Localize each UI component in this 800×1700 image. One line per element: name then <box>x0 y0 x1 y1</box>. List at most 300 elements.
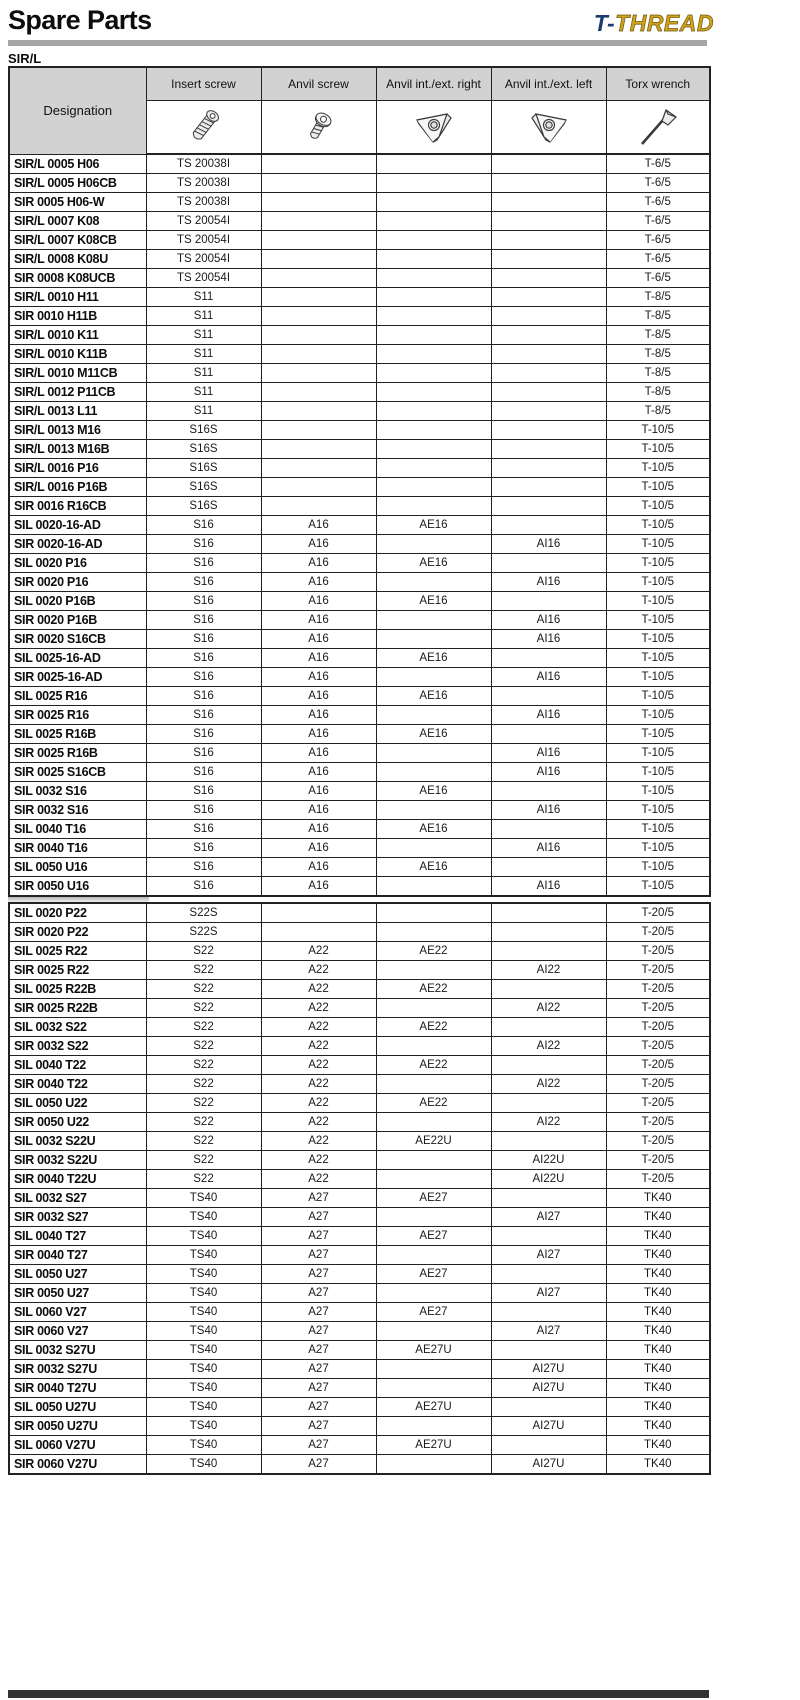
value-cell <box>376 1075 491 1094</box>
logo-name: THREAD <box>615 10 714 36</box>
table-row <box>9 725 710 744</box>
page-header <box>0 0 714 66</box>
value-cell: A27 <box>261 1303 376 1322</box>
value-cell: A22 <box>261 1113 376 1132</box>
value-cell: TK40 <box>606 1379 710 1398</box>
value-cell: AI27 <box>491 1208 606 1227</box>
value-cell <box>376 269 491 288</box>
value-cell <box>376 763 491 782</box>
table-row <box>9 1113 710 1132</box>
value-cell: TK40 <box>606 1398 710 1417</box>
designation-cell: SIL 0025-16-AD <box>9 649 146 668</box>
table-row <box>9 649 710 668</box>
table-row <box>9 839 710 858</box>
t-thread-logo <box>594 10 714 37</box>
value-cell: AE22 <box>376 1094 491 1113</box>
value-cell: T-6/5 <box>606 269 710 288</box>
value-cell <box>491 174 606 193</box>
column-header-anvil-screw: Anvil screw <box>261 67 376 101</box>
value-cell: S16S <box>146 497 261 516</box>
value-cell: AI22 <box>491 1113 606 1132</box>
value-cell: T-20/5 <box>606 1113 710 1132</box>
designation-cell: SIR 0025 R16B <box>9 744 146 763</box>
value-cell: TK40 <box>606 1455 710 1475</box>
value-cell: T-10/5 <box>606 535 710 554</box>
table-row <box>9 1398 710 1417</box>
value-cell <box>491 649 606 668</box>
value-cell <box>261 250 376 269</box>
value-cell: AE16 <box>376 554 491 573</box>
value-cell: AE16 <box>376 782 491 801</box>
value-cell: AI16 <box>491 877 606 897</box>
value-cell: AI22 <box>491 1037 606 1056</box>
value-cell: T-10/5 <box>606 554 710 573</box>
designation-cell: SIR 0020 P22 <box>9 923 146 942</box>
value-cell: A16 <box>261 820 376 839</box>
value-cell: AI27U <box>491 1379 606 1398</box>
value-cell: TK40 <box>606 1284 710 1303</box>
value-cell <box>376 174 491 193</box>
designation-cell: SIR 0025 R22B <box>9 999 146 1018</box>
value-cell: S11 <box>146 402 261 421</box>
value-cell: A22 <box>261 980 376 999</box>
value-cell: AI16 <box>491 573 606 592</box>
value-cell: TK40 <box>606 1322 710 1341</box>
value-cell: T-10/5 <box>606 744 710 763</box>
designation-cell: SIL 0040 T22 <box>9 1056 146 1075</box>
value-cell <box>491 592 606 611</box>
value-cell: T-10/5 <box>606 706 710 725</box>
value-cell: AI16 <box>491 839 606 858</box>
table-row <box>9 440 710 459</box>
table-row <box>9 782 710 801</box>
table-row <box>9 1075 710 1094</box>
designation-cell: SIR/L 0010 K11 <box>9 326 146 345</box>
designation-cell: SIL 0032 S27 <box>9 1189 146 1208</box>
table-row <box>9 1189 710 1208</box>
value-cell: S22 <box>146 1151 261 1170</box>
table-row <box>9 459 710 478</box>
value-cell <box>491 1056 606 1075</box>
logo-prefix: T- <box>593 10 616 36</box>
value-cell: T-20/5 <box>606 1132 710 1151</box>
designation-cell: SIL 0020 P16 <box>9 554 146 573</box>
designation-cell: SIR 0016 R16CB <box>9 497 146 516</box>
value-cell: TK40 <box>606 1208 710 1227</box>
value-cell <box>376 326 491 345</box>
value-cell: S16 <box>146 744 261 763</box>
table-row <box>9 1360 710 1379</box>
value-cell: AI16 <box>491 668 606 687</box>
value-cell: TS40 <box>146 1436 261 1455</box>
value-cell <box>376 1113 491 1132</box>
value-cell: S16 <box>146 782 261 801</box>
value-cell: T-10/5 <box>606 763 710 782</box>
value-cell: S22 <box>146 1113 261 1132</box>
value-cell: T-20/5 <box>606 1056 710 1075</box>
table-row <box>9 1170 710 1189</box>
value-cell: TS40 <box>146 1417 261 1436</box>
designation-cell: SIR 0050 U22 <box>9 1113 146 1132</box>
table-row <box>9 1246 710 1265</box>
designation-cell: SIR 0040 T22 <box>9 1075 146 1094</box>
designation-cell: SIR 0040 T16 <box>9 839 146 858</box>
table-row <box>9 706 710 725</box>
value-cell <box>261 269 376 288</box>
value-cell <box>376 1208 491 1227</box>
value-cell: AE22 <box>376 980 491 999</box>
value-cell <box>376 231 491 250</box>
value-cell: S16 <box>146 877 261 897</box>
value-cell: A22 <box>261 1170 376 1189</box>
value-cell: AI22U <box>491 1170 606 1189</box>
value-cell: AE16 <box>376 687 491 706</box>
value-cell: AE16 <box>376 820 491 839</box>
value-cell: A16 <box>261 744 376 763</box>
value-cell: S22 <box>146 1056 261 1075</box>
table-row <box>9 1056 710 1075</box>
value-cell: T-20/5 <box>606 1075 710 1094</box>
table-row <box>9 535 710 554</box>
table-row <box>9 1417 710 1436</box>
value-cell: S16 <box>146 725 261 744</box>
table-row <box>9 212 710 231</box>
value-cell: T-20/5 <box>606 1018 710 1037</box>
designation-cell: SIL 0050 U27U <box>9 1398 146 1417</box>
value-cell: AE16 <box>376 725 491 744</box>
value-cell: TS40 <box>146 1265 261 1284</box>
value-cell <box>376 744 491 763</box>
designation-cell: SIR/L 0007 K08CB <box>9 231 146 250</box>
value-cell <box>491 1398 606 1417</box>
value-cell: S22 <box>146 980 261 999</box>
table-row <box>9 193 710 212</box>
value-cell <box>491 383 606 402</box>
value-cell <box>261 307 376 326</box>
value-cell <box>376 1379 491 1398</box>
value-cell <box>376 1322 491 1341</box>
value-cell: A22 <box>261 999 376 1018</box>
table-body-block2 <box>9 903 710 1474</box>
value-cell: AI22 <box>491 1075 606 1094</box>
value-cell <box>376 1151 491 1170</box>
designation-cell: SIR 0008 K08UCB <box>9 269 146 288</box>
page-subtitle: SIR/L <box>8 51 42 66</box>
value-cell: T-6/5 <box>606 174 710 193</box>
value-cell <box>376 307 491 326</box>
value-cell <box>491 478 606 497</box>
value-cell: AI16 <box>491 611 606 630</box>
designation-cell: SIR/L 0005 H06 <box>9 154 146 174</box>
value-cell <box>376 402 491 421</box>
value-cell <box>376 877 491 897</box>
value-cell: A27 <box>261 1284 376 1303</box>
value-cell: T-10/5 <box>606 877 710 897</box>
designation-cell: SIR 0050 U27U <box>9 1417 146 1436</box>
designation-cell: SIR/L 0010 K11B <box>9 345 146 364</box>
value-cell <box>491 687 606 706</box>
designation-cell: SIR/L 0013 L11 <box>9 402 146 421</box>
value-cell: TS40 <box>146 1398 261 1417</box>
torx-wrench-icon-cell <box>606 101 710 155</box>
value-cell <box>376 961 491 980</box>
value-cell: A22 <box>261 1075 376 1094</box>
page-title: Spare Parts <box>8 5 152 35</box>
value-cell: TK40 <box>606 1265 710 1284</box>
value-cell <box>376 1246 491 1265</box>
value-cell: A22 <box>261 1094 376 1113</box>
anvil-int-ext-right-icon <box>409 106 459 148</box>
value-cell: T-10/5 <box>606 820 710 839</box>
designation-cell: SIL 0032 S16 <box>9 782 146 801</box>
value-cell <box>491 497 606 516</box>
designation-cell: SIL 0020 P22 <box>9 903 146 923</box>
value-cell: T-6/5 <box>606 212 710 231</box>
value-cell: A16 <box>261 554 376 573</box>
value-cell <box>491 250 606 269</box>
value-cell: T-20/5 <box>606 903 710 923</box>
value-cell: AI27U <box>491 1360 606 1379</box>
table-row <box>9 326 710 345</box>
value-cell: T-10/5 <box>606 839 710 858</box>
table-row <box>9 999 710 1018</box>
value-cell: S22 <box>146 1075 261 1094</box>
designation-cell: SIR/L 0010 M11CB <box>9 364 146 383</box>
value-cell <box>376 923 491 942</box>
value-cell: A16 <box>261 668 376 687</box>
value-cell: A27 <box>261 1189 376 1208</box>
value-cell <box>261 288 376 307</box>
value-cell: TS 20038I <box>146 193 261 212</box>
value-cell: A16 <box>261 687 376 706</box>
value-cell <box>376 706 491 725</box>
value-cell: T-20/5 <box>606 980 710 999</box>
value-cell: AI27 <box>491 1246 606 1265</box>
value-cell: T-8/5 <box>606 326 710 345</box>
value-cell <box>376 573 491 592</box>
designation-cell: SIR/L 0013 M16B <box>9 440 146 459</box>
value-cell: A27 <box>261 1398 376 1417</box>
value-cell <box>376 1037 491 1056</box>
value-cell: A22 <box>261 1037 376 1056</box>
value-cell: S16 <box>146 554 261 573</box>
value-cell: T-10/5 <box>606 725 710 744</box>
value-cell: A16 <box>261 782 376 801</box>
value-cell <box>376 154 491 174</box>
table-row <box>9 611 710 630</box>
value-cell: AE27U <box>376 1341 491 1360</box>
value-cell: TS 20038I <box>146 174 261 193</box>
designation-cell: SIR 0040 T27 <box>9 1246 146 1265</box>
value-cell: S16 <box>146 763 261 782</box>
designation-cell: SIR 0050 U16 <box>9 877 146 897</box>
value-cell <box>491 154 606 174</box>
table-row <box>9 231 710 250</box>
value-cell <box>491 782 606 801</box>
designation-cell: SIR 0032 S22U <box>9 1151 146 1170</box>
value-cell: A22 <box>261 1018 376 1037</box>
table-row <box>9 1436 710 1455</box>
value-cell <box>491 1018 606 1037</box>
value-cell: AI27U <box>491 1455 606 1475</box>
designation-cell: SIR 0020 P16B <box>9 611 146 630</box>
designation-cell: SIL 0050 U16 <box>9 858 146 877</box>
designation-cell: SIR/L 0005 H06CB <box>9 174 146 193</box>
designation-cell: SIR 0020 P16 <box>9 573 146 592</box>
value-cell: TK40 <box>606 1246 710 1265</box>
table-row <box>9 516 710 535</box>
value-cell <box>491 212 606 231</box>
value-cell <box>376 999 491 1018</box>
value-cell: A16 <box>261 858 376 877</box>
value-cell: S16 <box>146 630 261 649</box>
anvil-int-ext-right-icon-cell <box>376 101 491 155</box>
designation-cell: SIL 0020-16-AD <box>9 516 146 535</box>
value-cell: TS 20038I <box>146 154 261 174</box>
value-cell: AE27 <box>376 1227 491 1246</box>
designation-cell: SIR 0025-16-AD <box>9 668 146 687</box>
value-cell: S22 <box>146 961 261 980</box>
value-cell: TS40 <box>146 1246 261 1265</box>
designation-cell: SIR 0032 S27 <box>9 1208 146 1227</box>
table-row <box>9 1094 710 1113</box>
value-cell: TS40 <box>146 1227 261 1246</box>
designation-cell: SIR/L 0013 M16 <box>9 421 146 440</box>
value-cell: T-10/5 <box>606 497 710 516</box>
designation-cell: SIL 0050 U27 <box>9 1265 146 1284</box>
designation-cell: SIL 0060 V27 <box>9 1303 146 1322</box>
designation-cell: SIL 0040 T27 <box>9 1227 146 1246</box>
table-row <box>9 154 710 174</box>
designation-cell: SIR 0060 V27U <box>9 1455 146 1475</box>
designation-cell: SIL 0025 R22B <box>9 980 146 999</box>
value-cell: T-10/5 <box>606 668 710 687</box>
value-cell <box>491 820 606 839</box>
value-cell: A16 <box>261 839 376 858</box>
value-cell: AE16 <box>376 592 491 611</box>
column-header-insert-screw: Insert screw <box>146 67 261 101</box>
value-cell: A22 <box>261 1056 376 1075</box>
value-cell: S22 <box>146 1094 261 1113</box>
value-cell: AI22 <box>491 961 606 980</box>
page-footer-bar <box>8 1690 709 1698</box>
table-row <box>9 763 710 782</box>
designation-cell: SIR/L 0016 P16B <box>9 478 146 497</box>
value-cell: AE16 <box>376 516 491 535</box>
value-cell: S16 <box>146 706 261 725</box>
table-row <box>9 402 710 421</box>
value-cell: S16 <box>146 820 261 839</box>
designation-cell: SIR/L 0007 K08 <box>9 212 146 231</box>
value-cell: A16 <box>261 535 376 554</box>
value-cell: S16 <box>146 801 261 820</box>
value-cell: A27 <box>261 1322 376 1341</box>
value-cell <box>491 364 606 383</box>
designation-cell: SIR/L 0012 P11CB <box>9 383 146 402</box>
value-cell: AE27 <box>376 1265 491 1284</box>
value-cell: S22S <box>146 903 261 923</box>
value-cell <box>376 459 491 478</box>
value-cell: A27 <box>261 1455 376 1475</box>
table-row <box>9 364 710 383</box>
value-cell: AE27U <box>376 1398 491 1417</box>
value-cell: A16 <box>261 611 376 630</box>
table-row <box>9 942 710 961</box>
value-cell: TS40 <box>146 1379 261 1398</box>
value-cell <box>261 193 376 212</box>
value-cell <box>376 497 491 516</box>
value-cell: S16S <box>146 421 261 440</box>
value-cell: A22 <box>261 961 376 980</box>
value-cell: AE27 <box>376 1303 491 1322</box>
value-cell: S16 <box>146 611 261 630</box>
table-row <box>9 1379 710 1398</box>
value-cell <box>261 326 376 345</box>
table-row <box>9 1037 710 1056</box>
designation-cell: SIL 0025 R22 <box>9 942 146 961</box>
value-cell <box>261 383 376 402</box>
anvil-int-ext-left-icon-cell <box>491 101 606 155</box>
value-cell: T-8/5 <box>606 364 710 383</box>
table-row <box>9 744 710 763</box>
value-cell: A27 <box>261 1265 376 1284</box>
value-cell <box>491 858 606 877</box>
value-cell <box>261 345 376 364</box>
value-cell: T-10/5 <box>606 459 710 478</box>
section-break-shadow <box>8 897 149 902</box>
value-cell <box>376 250 491 269</box>
value-cell: TK40 <box>606 1417 710 1436</box>
value-cell: S16 <box>146 592 261 611</box>
value-cell: T-10/5 <box>606 611 710 630</box>
value-cell <box>491 1341 606 1360</box>
designation-cell: SIR 0005 H06-W <box>9 193 146 212</box>
value-cell <box>491 1303 606 1322</box>
value-cell <box>491 345 606 364</box>
value-cell <box>376 478 491 497</box>
value-cell: TS40 <box>146 1341 261 1360</box>
value-cell: A16 <box>261 763 376 782</box>
value-cell: S22 <box>146 1132 261 1151</box>
value-cell <box>491 516 606 535</box>
table-row <box>9 1265 710 1284</box>
value-cell <box>491 1132 606 1151</box>
value-cell: TS 20054I <box>146 250 261 269</box>
table-row <box>9 1151 710 1170</box>
value-cell: A16 <box>261 801 376 820</box>
value-cell: AE22 <box>376 942 491 961</box>
value-cell: A27 <box>261 1379 376 1398</box>
value-cell: T-10/5 <box>606 592 710 611</box>
value-cell: S16 <box>146 535 261 554</box>
table-row <box>9 1284 710 1303</box>
value-cell: TS40 <box>146 1208 261 1227</box>
value-cell: T-8/5 <box>606 307 710 326</box>
designation-cell: SIL 0060 V27U <box>9 1436 146 1455</box>
value-cell: T-20/5 <box>606 1170 710 1189</box>
value-cell <box>491 402 606 421</box>
designation-cell: SIR 0032 S27U <box>9 1360 146 1379</box>
value-cell <box>491 942 606 961</box>
value-cell: A22 <box>261 1151 376 1170</box>
table-row <box>9 980 710 999</box>
value-cell: T-20/5 <box>606 1151 710 1170</box>
value-cell: AI16 <box>491 763 606 782</box>
value-cell <box>376 1170 491 1189</box>
value-cell <box>261 497 376 516</box>
value-cell: T-10/5 <box>606 782 710 801</box>
value-cell: T-20/5 <box>606 942 710 961</box>
